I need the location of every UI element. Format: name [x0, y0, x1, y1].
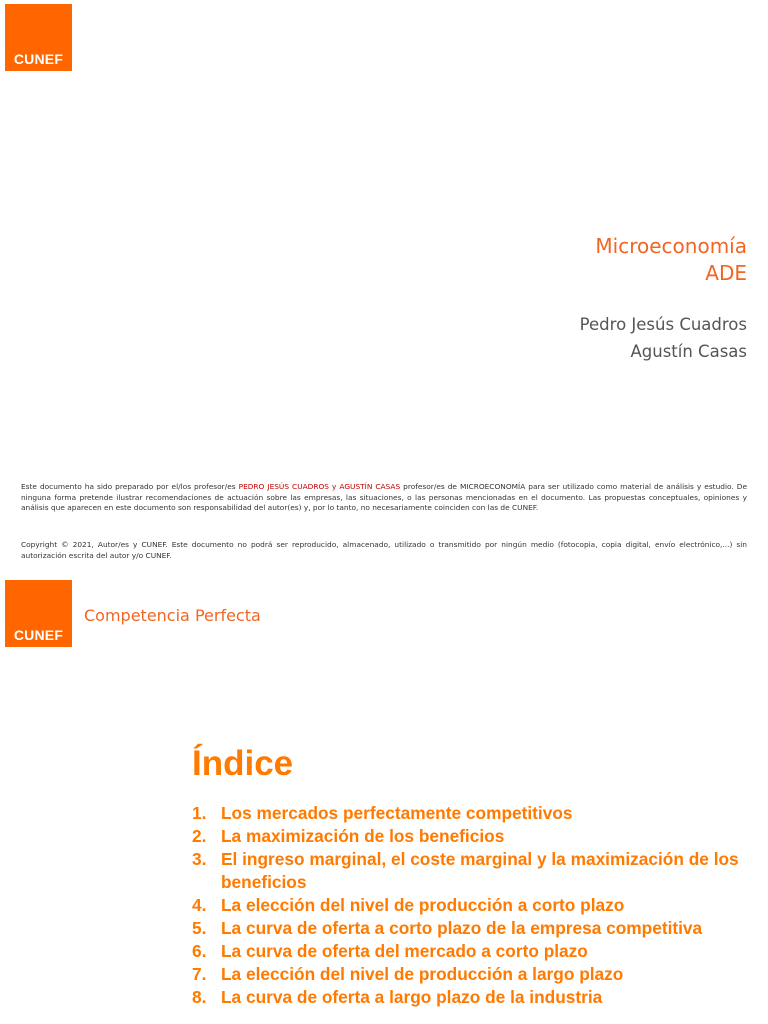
index-item-text: La elección del nivel de producción a largo plazo — [221, 964, 624, 984]
disclaimer-text — [21, 482, 747, 514]
disclaimer-post: profesor/es de MICROECONOMÍA para ser utilizado como material de análisis y estudio. De ninguna forma pretende ilustrar recomendaciones de actuación sobre las empresas, las situaciones, o las personas mencionadas en el documento. Las propuestas conceptuales, opiniones y análisis que aparecen en este documento son responsabilidad del autor(es) y, por lo tanto, no necesariamente coinciden con las de CUNEF. — [21, 482, 747, 512]
index-item-number: 4. — [192, 895, 207, 915]
index-item — [192, 986, 768, 1009]
course-title — [595, 233, 747, 287]
disclaimer-pre: Este documento ha sido preparado por el/los profesor/es — [21, 482, 239, 491]
disclaimer-author-names: PEDRO JESÚS CUADROS y AGUSTÍN CASAS — [238, 482, 401, 491]
index-item-number: 5. — [192, 918, 207, 938]
index-item — [192, 802, 768, 825]
index-item-number: 2. — [192, 826, 207, 846]
index-item — [192, 848, 768, 894]
section-title: Competencia Perfecta — [84, 606, 261, 625]
index-list — [192, 802, 768, 1009]
index-item-text: El ingreso marginal, el coste marginal y la maximización de los beneficios — [221, 849, 739, 892]
index-item-text: La elección del nivel de producción a corto plazo — [221, 895, 625, 915]
index-item-text: La curva de oferta a corto plazo de la empresa competitiva — [221, 918, 703, 938]
index-item-text: La curva de oferta a largo plazo de la industria — [221, 987, 603, 1007]
index-item-text: La maximización de los beneficios — [221, 826, 505, 846]
program-name: ADE — [705, 261, 747, 285]
index-item — [192, 963, 768, 986]
cunef-logo — [5, 580, 72, 647]
index-item-number: 1. — [192, 803, 207, 823]
index-item-text: Los mercados perfectamente competitivos — [221, 803, 573, 823]
author-2: Agustín Casas — [630, 342, 747, 361]
index-slide — [0, 576, 768, 1024]
logo-text: CUNEF — [13, 51, 64, 67]
cunef-logo — [5, 4, 72, 71]
author-1: Pedro Jesús Cuadros — [579, 315, 747, 334]
index-item-number: 8. — [192, 987, 207, 1007]
index-item — [192, 825, 768, 848]
index-item-number: 6. — [192, 941, 207, 961]
index-item-text: La curva de oferta del mercado a corto plazo — [221, 941, 588, 961]
copyright-text: Copyright © 2021, Autor/es y CUNEF. Este documento no podrá ser reproducido, almacenado, utilizado o transmitido por ningún medio (fotocopia, copia digital, envío electrónico,...) sin autorización escrita del autor y/o CUNEF. — [21, 540, 747, 560]
course-name: Microeconomía — [595, 234, 747, 258]
index-item — [192, 894, 768, 917]
logo-text: CUNEF — [13, 627, 64, 643]
index-item-number: 7. — [192, 964, 207, 984]
index-item-number: 3. — [192, 849, 207, 869]
index-item — [192, 917, 768, 940]
authors — [580, 311, 747, 365]
index-item — [192, 940, 768, 963]
index-title: Índice — [192, 744, 294, 783]
